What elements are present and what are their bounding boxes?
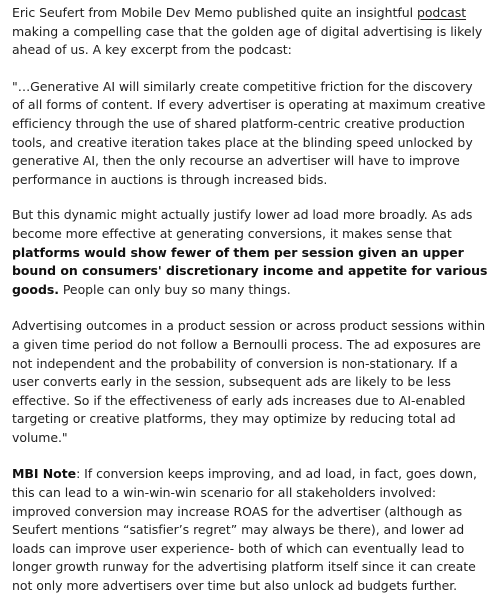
intro-text-before-link: Eric Seufert from Mobile Dev Memo published quite an insightful (12, 5, 417, 20)
quote-paragraph-2-lead: But this dynamic might actually justify lower ad load more broadly. As ads become more effective at generating conversions, it makes sense that (12, 207, 473, 241)
intro-text-after-link: making a compelling case that the golden age of digital advertising is likely ahead of us. A key excerpt from the podcast: (12, 23, 483, 58)
quote-paragraph-1: "…Generative AI will similarly create competitive friction for the discovery of all forms of content. If every advertiser is operating at maximum creative efficiency through the use of shared platform-centric creative production tools, and creative iteration takes place at the blinding speed unlocked by generative AI, then the only recourse an advertiser will have to improve performance in auctions is through increased bids. (12, 78, 486, 187)
intro-paragraph (12, 4, 488, 60)
quote-paragraph-3: Advertising outcomes in a product session or across product sessions within a given time period do not follow a Bernoulli process. The ad exposures are not independent and the probability of conversion is non-stationary. If a user converts early in the session, subsequent ads are likely to be less effective. So if the effectiveness of early ads increases due to AI-enabled targeting or creative platforms, they may optimize by reducing total ad volume." (12, 318, 486, 445)
quote-paragraph-2-tail: People can only buy so many things. (58, 281, 291, 297)
quote-paragraph-2-emphasis: platforms would show fewer of them per session given an upper bound on consumers' discretionary income and appetite for various goods. (12, 244, 488, 297)
quote-paragraph-2 (12, 206, 488, 299)
mbi-note-text: : If conversion keeps improving, and ad load, in fact, goes down, this can lead to a win-win-win scenario for all stakeholders involved: improved conversion may increase ROAS for the advertiser (although as Seufert mentions “satisfier’s regret” may always be there), and lower ad loads can improve user experience- both of which can eventually lead to longer growth runway for the advertising platform itself since it can create not only more advertisers over time but also unlock ad budgets further. (12, 466, 477, 594)
mbi-note-label: MBI Note (12, 466, 77, 482)
podcast-link[interactable]: podcast (416, 5, 467, 20)
mbi-note-paragraph (12, 465, 488, 595)
